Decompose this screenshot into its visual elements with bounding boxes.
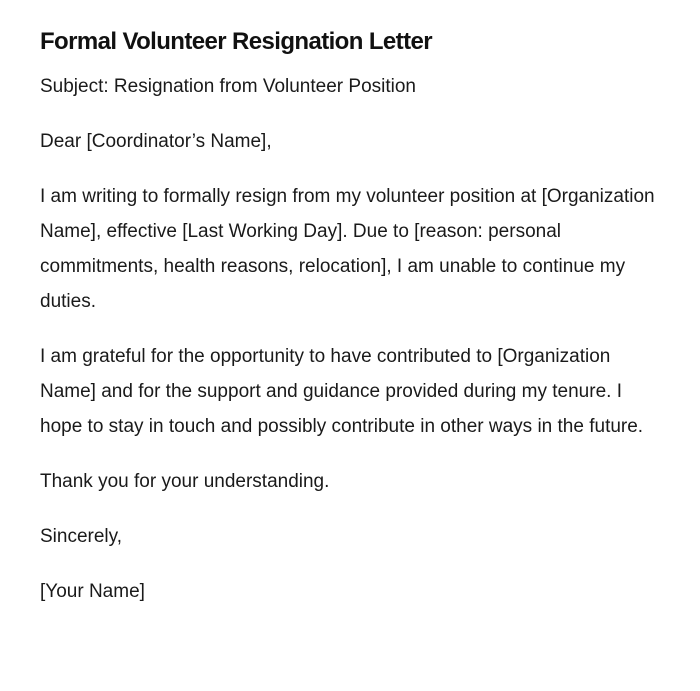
letter-salutation: Dear [Coordinator’s Name], bbox=[40, 131, 272, 152]
letter-signature: [Your Name] bbox=[40, 581, 145, 602]
letter-subject: Subject: Resignation from Volunteer Position bbox=[40, 76, 416, 97]
letter-thanks: Thank you for your understanding. bbox=[40, 471, 330, 492]
letter-title: Formal Volunteer Resignation Letter bbox=[40, 28, 432, 55]
letter-body-paragraph-1: I am writing to formally resign from my volunteer position at [Organization Name], effective [Last Working Day]. Due to [reason: personal commitments, health reasons, relocation], I am unable to continue my duties. bbox=[40, 186, 655, 312]
letter-body-paragraph-2: I am grateful for the opportunity to have contributed to [Organization Name] and for the support and guidance provided during my tenure. I hope to stay in touch and possibly contribute in other ways in the future. bbox=[40, 346, 644, 437]
letter-closing: Sincerely, bbox=[40, 526, 123, 547]
